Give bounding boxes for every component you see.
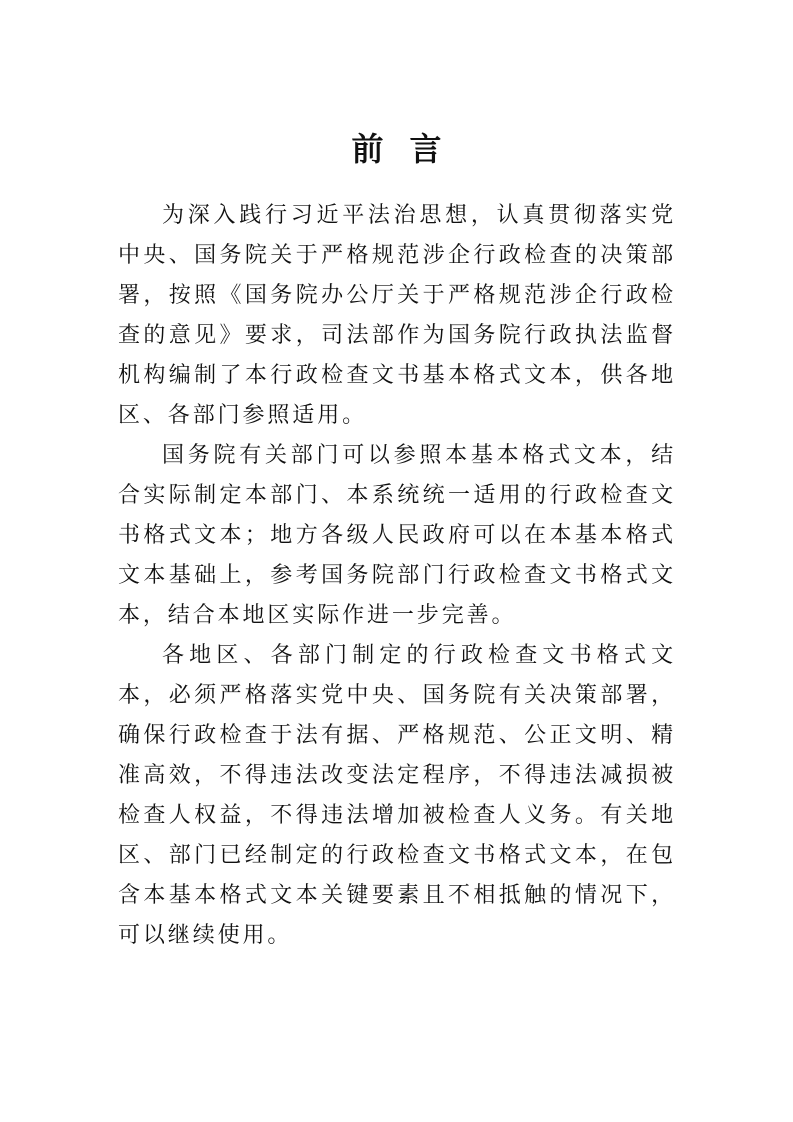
paragraph-3: 各地区、各部门制定的行政检查文书格式文本，必须严格落实党中央、国务院有关决策部署，确保行政检查于法有据、严格规范、公正文明、精准高效，不得违法改变法定程序，不得违法减损被检查人权益，不得违法增加被检查人义务。有关地区、部门已经制定的行政检查文书格式文本，在包含本基本格式文本关键要素且不相抵触的情况下，可以继续使用。: [118, 643, 676, 948]
preface-body: [118, 196, 676, 956]
paragraph-2: 国务院有关部门可以参照本基本格式文本，结合实际制定本部门、本系统统一适用的行政检查文书格式文本；地方各级人民政府可以在本基本格式文本基础上，参考国务院部门行政检查文书格式文本，结合本地区实际作进一步完善。: [118, 443, 676, 628]
paragraph-1: 为深入践行习近平法治思想，认真贯彻落实党中央、国务院关于严格规范涉企行政检查的决策部署，按照《国务院办公厅关于严格规范涉企行政检查的意见》要求，司法部作为国务院行政执法监督机构编制了本行政检查文书基本格式文本，供各地区、各部门参照适用。: [118, 203, 676, 428]
page-title: 前言: [351, 130, 468, 169]
